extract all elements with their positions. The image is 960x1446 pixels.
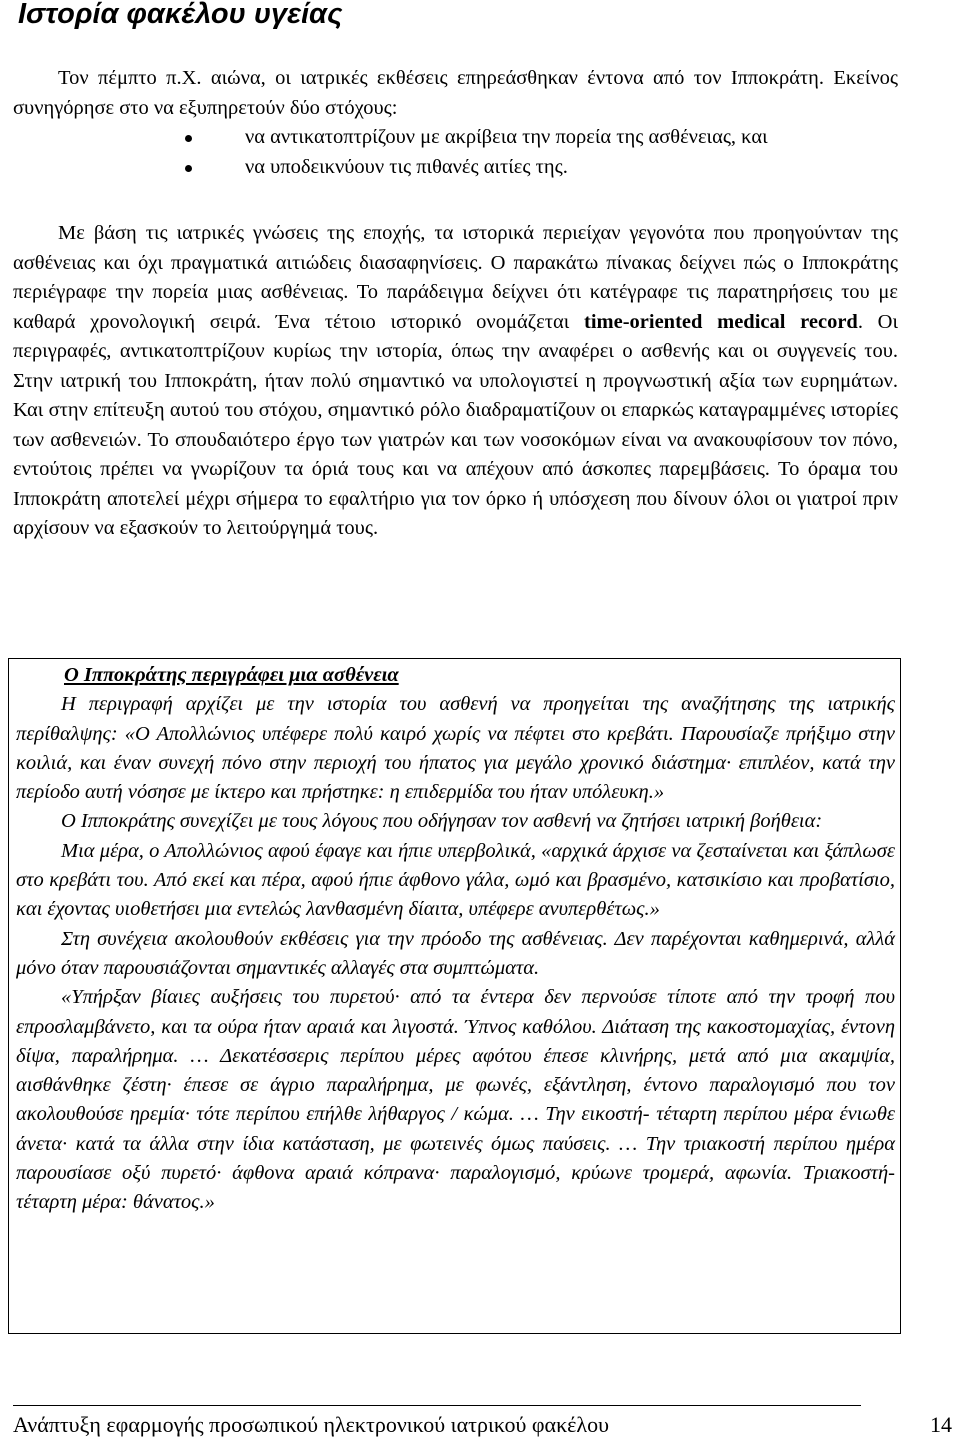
page-number: 14 [930,1412,952,1437]
box-title: Ο Ιπποκράτης περιγράφει μια ασθένεια [64,664,399,686]
intro-paragraph-1: Τον πέμπτο π.Χ. αιώνα, οι ιατρικές εκθέσεις επηρεάσθηκαν έντονα από τον Ιπποκράτη. Εκείνος συνηγόρησε στο να εξυπηρετούν δύο στόχους: [13,67,898,119]
footer-title: Ανάπτυξη εφαρμογής προσωπικού ηλεκτρονικού ιατρικού φακέλου [13,1412,609,1437]
intro-section [13,64,898,182]
bullet-icon [185,165,192,172]
list-item-text: να αντικατοπτρίζουν με ακρίβεια την πορεία της ασθένειας, και [245,126,768,148]
box-paragraph: Η περιγραφή αρχίζει με την ιστορία του ασθενή να προηγείται της αναζήτησης της ιατρικής περίθαλψης: «Ο Απολλώνιος υπέφερε πολύ καιρό χωρίς να πέφτει στο κρεβάτι. Παρουσίαζε πρήξιμο στην κοιλιά, και έναν συνεχή πόνο στην περιοχή του ήπατος για μεγάλο χρονικό διάστημα· επιπλέον, κατά την περίοδο αυτή νόσησε με ίκτερο και πρήστηκε: η επιδερμίδα του ήταν υπόλευκη.» [16,693,895,804]
paragraph-text: Με βάση τις ιατρικές γνώσεις της εποχής, τα ιστορικά περιείχαν γεγονότα που προηγούνταν της ασθένειας και όχι πραγματικά αιτιώδεις διασαφηνίσεις. Ο παρακάτω πίνακας δείχνει πώς ο Ιπποκράτης περιέγραφε την πορεία μιας ασθένειας. Το παράδειγμα δείχνει ότι κατέγραφε τις παρατηρήσεις του με καθαρά χρονολογική σειρά. Ένα τέτοιο ιστορικό ονομάζεται [13,222,898,333]
box-paragraph: «Υπήρξαν βίαιες αυξήσεις του πυρετού· από τα έντερα δεν περνούσε τίποτε από την τροφή που επροσλαμβάνετο, και τα ούρα ήταν αραιά και λιγοστά. Ύπνος καθόλου. Διάταση της κακοστομαχίας, έντονη δίψα, παραλήρημα. … Δεκατέσσερις περίπου μέρες αφότου έπεσε κλινήρης, μετά από μια ακαμψία, αισθάνθηκε ζέστη· έπεσε σε άγριο παραλήρημα, με φωνές, εξάντληση, έντονο παραλογισμό που τον ακολουθούσε ηρεμία· τότε περίπου επήλθε λήθαργος / κώμα. … Την εικοστή- τέταρτη περίπου μέρα ένιωθε άνετα· κατά τα άλλα στην ίδια κατάσταση, με φωτεινές όμως παύσεις. … Την τριακοστή περίπου ημέρα παρουσίασε οξύ πυρετό· άφθονα αραιά κόπρανα· παραλογισμό, κρύωνε τρομερά, αφωνία. Τριακοστή- τέταρτη μέρα: θάνατος.» [16,986,895,1214]
hippocrates-case-box [8,658,901,1334]
box-paragraph: Μια μέρα, ο Απολλώνιος αφού έφαγε και ήπιε υπερβολικά, «αρχικά άρχισε να ζεσταίνεται και ξάπλωσε στο κρεβάτι του. Από εκεί και πέρα, αφού ήπιε άφθονο γάλα, ωμό και βρασμένο, κατσικίσιο και προβατίσιο, και έχοντας υιοθετήσει μια εντελώς λανθασμένη δίαιτα, υπέφερε ανυπερθέτως.» [16,839,895,921]
box-paragraph: Ο Ιπποκράτης συνεχίζει με τους λόγους που οδήγησαν τον ασθενή να ζητήσει ιατρική βοήθεια: [61,810,823,833]
bold-term: time-oriented medical record [584,310,858,333]
goals-list [13,123,898,182]
intro-paragraph-2 [13,219,898,544]
footer-divider [13,1405,861,1406]
box-paragraph: Στη συνέχεια ακολουθούν εκθέσεις για την πρόοδο της ασθένειας. Δεν παρέχονται καθημερινά, αλλά μόνο όταν παρουσιάζονται σημαντικές αλλαγές στα συμπτώματα. [16,927,895,979]
document-title: Ιστορία φακέλου υγείας [18,0,343,30]
list-item [13,123,898,153]
list-item-text: να υποδεικνύουν τις πιθανές αιτίες της. [245,155,568,178]
list-item [13,153,898,183]
box-content [16,661,895,1218]
bullet-icon [185,135,192,142]
main-section [13,219,898,544]
paragraph-text: . Οι περιγραφές, αντικατοπτρίζουν κυρίως την ιστορία, όπως την αναφέρει ο ασθενής και οι συγγενείς του. Στην ιατρική του Ιπποκράτη, ήταν πολύ σημαντικό να υπολογιστεί η προγνωστική αξία των ευρημάτων. Και στην επίτευξη αυτού του στόχου, σημαντικό ρόλο διαδραματίζουν οι επαρκώς καταγραμμένες ιστορίες των ασθενειών. Το σπουδαιότερο έργο των γιατρών και των νοσοκόμων είναι να ανακουφίσουν τον πόνο, εντούτοις πρέπει να γνωρίζουν τα όριά τους και να απέχουν από άσκοπες παρεμβάσεις. Το όραμα του Ιπποκράτη αποτελεί μέχρι σήμερα το εφαλτήριο για τον όρκο ή υπόσχεση που δίνουν όλοι οι γιατροί πριν αρχίσουν να εξασκούν το λειτούργημά τους. [13,310,898,539]
